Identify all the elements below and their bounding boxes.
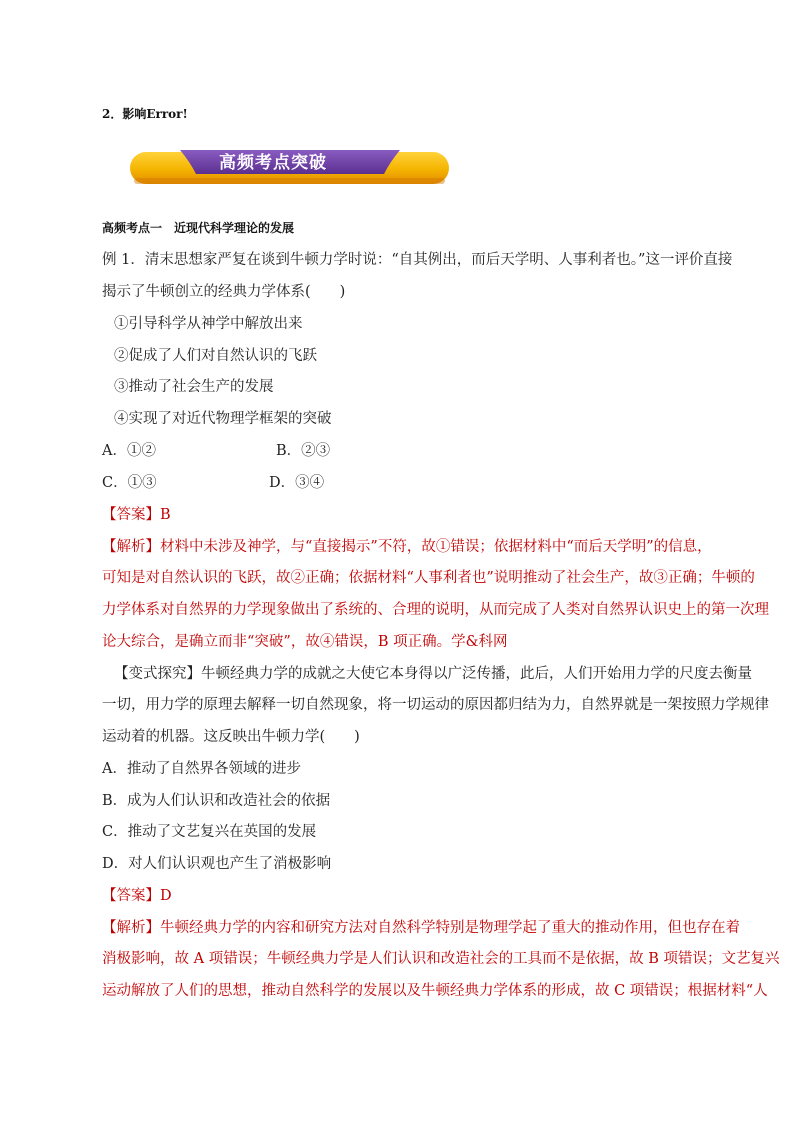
example1-option-a: A．①② — [102, 443, 156, 459]
answer-value: B — [160, 507, 171, 523]
analysis-text: 材料中未涉及神学，与“直接揭示”不符，故①错误；依据材料中“而后天学明”的信息， — [160, 539, 712, 555]
variant-option-d: D．对人们认识观也产生了消极影响 — [102, 856, 332, 872]
variant-line3: 运动着的机器。这反映出牛顿力学( ) — [102, 729, 360, 745]
variant-line1 — [114, 664, 752, 684]
variant-label: 【变式探究】 — [114, 666, 201, 682]
variant-option-b: B．成为人们认识和改造社会的依据 — [102, 793, 331, 809]
example1-option-b: B．②③ — [276, 443, 331, 459]
example1-item-3: ③推动了社会生产的发展 — [114, 379, 274, 395]
example1-item-1: ①引导科学从神学中解放出来 — [114, 316, 303, 332]
variant-answer — [102, 886, 172, 906]
variant-option-c: C．推动了文艺复兴在英国的发展 — [102, 824, 317, 840]
answer-label: 【答案】 — [102, 507, 160, 523]
example1-option-c: C．①③ — [102, 475, 157, 491]
example1-analysis-line4: 论大综合，是确立而非“突破”，故④错误，B 项正确。学&科网 — [102, 634, 508, 650]
example1-answer — [102, 505, 171, 525]
analysis-label: 【解析】 — [102, 920, 160, 936]
example1-analysis-line1 — [102, 537, 712, 557]
analysis-label: 【解析】 — [102, 539, 160, 555]
example1-analysis-line3: 力学体系对自然界的力学现象做出了系统的、合理的说明，从而完成了人类对自然界认识史上的第一次理 — [102, 602, 769, 618]
variant-analysis-line1 — [102, 918, 740, 938]
example1-option-d: D．③④ — [269, 475, 325, 491]
banner-title: 高频考点突破 — [219, 153, 327, 173]
example1-stem-line1: 例 1．清末思想家严复在谈到牛顿力学时说：“自其例出，而后天学明、人事利者也。”这一评价直接 — [102, 252, 733, 268]
analysis-text: 牛顿经典力学的内容和研究方法对自然科学特别是物理学起了重大的推动作用，但也存在着 — [160, 920, 740, 936]
example1-analysis-line2: 可知是对自然认识的飞跃，故②正确；依据材料“人事利者也”说明推动了社会生产，故③正确；牛顿的 — [102, 570, 755, 586]
example1-item-2: ②促成了人们对自然认识的飞跃 — [114, 348, 317, 364]
variant-analysis-line3: 运动解放了人们的思想，推动自然科学的发展以及牛顿经典力学体系的形成，故 C 项错误；根据材料“人 — [102, 983, 768, 999]
section-title: 高频考点一 近现代科学理论的发展 — [102, 221, 295, 235]
variant-option-a: A．推动了自然界各领域的进步 — [102, 761, 301, 777]
variant-analysis-line2: 消极影响，故 A 项错误；牛顿经典力学是人们认识和改造社会的工具而不是依据，故 B 项错误；文艺复兴 — [102, 951, 780, 967]
variant-line2: 一切，用力学的原理去解释一切自然现象，将一切运动的原因都归结为力，自然界就是一架按照力学规律 — [102, 697, 769, 713]
answer-label: 【答案】 — [102, 888, 160, 904]
example1-item-4: ④实现了对近代物理学框架的突破 — [114, 411, 332, 427]
answer-value: D — [160, 888, 172, 904]
variant-text: 牛顿经典力学的成就之大使它本身得以广泛传播，此后，人们开始用力学的尺度去衡量 — [201, 666, 752, 682]
example1-stem-line2: 揭示了牛顿创立的经典力学体系( ) — [102, 284, 346, 300]
heading-2: 2．影响Error! — [102, 107, 188, 121]
